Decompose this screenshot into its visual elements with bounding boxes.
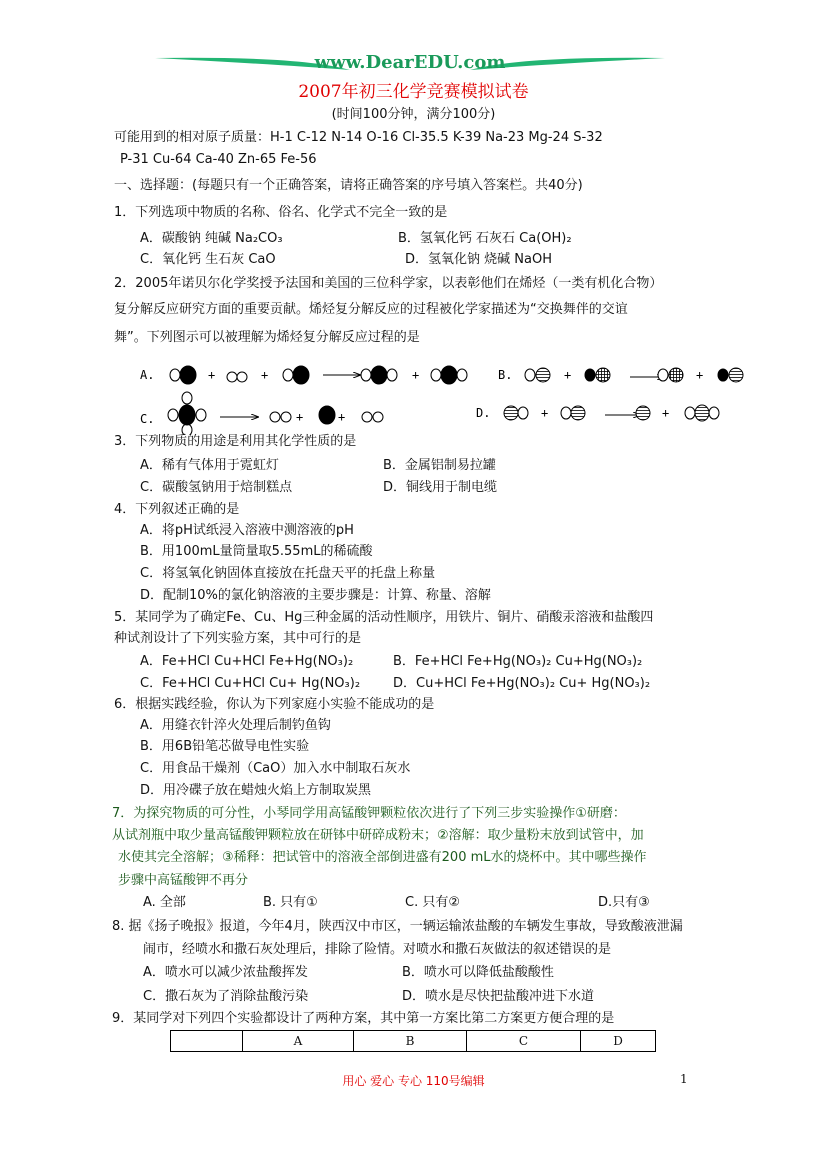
- q5-option-d: D．Cu+HCl Fe+Hg(NO₃)₂ Cu+ Hg(NO₃)₂: [393, 676, 651, 691]
- q3-stem: 3．下列物质的用途是利用其化学性质的是: [114, 434, 357, 449]
- q8-option-a: A．喷水可以减少浓盐酸挥发: [143, 965, 308, 980]
- q8-line2: 闹市，经喷水和撒石灰处理后，排除了险情。对喷水和撒石灰做法的叙述错误的是: [143, 942, 612, 957]
- option-d-molecules: [504, 405, 719, 421]
- q3-option-a: A．稀有气体用于霓虹灯: [140, 458, 279, 473]
- option-b-label: B.: [498, 368, 513, 382]
- q8-option-d: D．喷水是尽快把盐酸冲进下水道: [402, 989, 595, 1004]
- plus-sign: +: [261, 368, 269, 382]
- option-d-label: D.: [476, 406, 491, 420]
- table-header-cell: B: [354, 1031, 467, 1052]
- q7-line3: 水使其完全溶解；③稀释：把试管中的溶液全部倒进盛有200 mL水的烧杯中。其中哪些操作: [118, 850, 647, 865]
- q4-option-c: C．将氢氧化钠固体直接放在托盘天平的托盘上称量: [140, 566, 436, 581]
- q5-option-a: A．Fe+HCl Cu+HCl Fe+Hg(NO₃)₂: [140, 654, 354, 669]
- plus-sign: +: [696, 368, 704, 382]
- section-heading: 一、选择题：(每题只有一个正确答案，请将正确答案的序号填入答案栏。共40分): [114, 178, 583, 193]
- q5-option-c: C．Fe+HCl Cu+HCl Cu+ Hg(NO₃)₂: [140, 676, 361, 691]
- q5-option-b: B．Fe+HCl Fe+Hg(NO₃)₂ Cu+Hg(NO₃)₂: [393, 654, 643, 669]
- q1-option-b: B．氢氧化钙 石灰石 Ca(OH)₂: [398, 231, 572, 246]
- q3-option-c: C．碳酸氢钠用于焙制糕点: [140, 480, 293, 495]
- q4-option-d: D．配制10%的氯化钠溶液的主要步骤是：计算、称量、溶解: [140, 588, 491, 603]
- q1-option-a: A．碳酸钠 纯碱 Na₂CO₃: [140, 231, 283, 246]
- q7-line2: 从试剂瓶中取少量高锰酸钾颗粒放在研钵中研碎成粉末；②溶解：取少量粉末放到试管中，加: [112, 828, 644, 843]
- option-a-label: A.: [140, 368, 155, 382]
- q8-option-b: B．喷水可以降低盐酸酸性: [402, 965, 554, 980]
- option-c-molecules: [168, 392, 383, 435]
- q6-option-d: D．用冷碟子放在蜡烛火焰上方制取炭黑: [140, 783, 372, 798]
- atomic-masses-line2: P-31 Cu-64 Ca-40 Zn-65 Fe-56: [120, 152, 317, 167]
- q7-option-a: A. 全部: [143, 895, 186, 910]
- q1-option-d: D．氢氧化钠 烧碱 NaOH: [405, 252, 552, 267]
- page-number: 1: [680, 1072, 688, 1086]
- page-title: 2007年初三化学竞赛模拟试卷: [298, 82, 529, 102]
- q7-option-b: B. 只有①: [263, 895, 318, 910]
- q2-line2: 复分解反应研究方面的重要贡献。烯烃复分解反应的过程被化学家描述为“交换舞伴的交谊: [114, 302, 628, 317]
- option-c-label: C.: [140, 412, 155, 426]
- q6-stem: 6．根据实践经验，你认为下列家庭小实验不能成功的是: [114, 697, 435, 712]
- table-header-cell: D: [581, 1031, 656, 1052]
- q2-molecule-diagrams: [0, 355, 827, 435]
- plus-sign: +: [412, 368, 420, 382]
- option-b-molecules: [525, 368, 743, 382]
- q3-option-d: D．铜线用于制电缆: [383, 480, 498, 495]
- q3-option-b: B．金属铝制易拉罐: [383, 458, 496, 473]
- option-a-molecules: [170, 366, 467, 384]
- table-header-cell: A: [243, 1031, 354, 1052]
- q8-line1: 8. 据《扬子晚报》报道，今年4月，陕西汉中市区，一辆运输浓盐酸的车辆发生事故，导致酸液泄漏: [112, 919, 683, 934]
- q8-option-c: C．撒石灰为了消除盐酸污染: [143, 989, 309, 1004]
- q5-line2: 种试剂设计了下列实验方案，其中可行的是: [114, 631, 362, 646]
- plus-sign: +: [208, 368, 216, 382]
- q6-option-b: B．用6B铅笔芯做导电性实验: [140, 739, 310, 754]
- logo-text: www.DearEDU.com: [314, 52, 506, 73]
- exam-info: (时间100分钟，满分100分): [331, 107, 496, 122]
- q6-option-a: A．用缝衣针淬火处理后制钓鱼钩: [140, 718, 331, 733]
- site-logo: [150, 52, 670, 76]
- plus-sign: +: [541, 406, 549, 420]
- q7-line4: 步骤中高锰酸钾不再分: [118, 873, 249, 888]
- q5-line1: 5．某同学为了确定Fe、Cu、Hg三种金属的活动性顺序，用铁片、铜片、硝酸汞溶液和盐酸四: [114, 610, 654, 625]
- q4-option-b: B．用100mL量筒量取5.55mL的稀硫酸: [140, 544, 373, 559]
- q9-stem: 9．某同学对下列四个实验都设计了两种方案，其中第一方案比第二方案更方便合理的是: [112, 1011, 615, 1026]
- q9-table: [170, 1030, 656, 1052]
- plus-sign: +: [338, 410, 346, 424]
- plus-sign: +: [296, 410, 304, 424]
- footer-text: 用心 爱心 专心 110号编辑: [342, 1074, 485, 1088]
- plus-sign: +: [564, 368, 572, 382]
- q2-line1: 2．2005年诺贝尔化学奖授予法国和美国的三位科学家，以表彰他们在烯烃（一类有机化合物）: [114, 276, 663, 291]
- q7-line1: 7．为探究物质的可分性，小琴同学用高锰酸钾颗粒依次进行了下列三步实验操作①研磨：: [112, 806, 626, 821]
- table-header-row: [171, 1031, 656, 1052]
- table-header-cell: C: [467, 1031, 581, 1052]
- q1-option-c: C．氧化钙 生石灰 CaO: [140, 252, 276, 267]
- q2-line3: 舞”。下列图示可以被理解为烯烃复分解反应过程的是: [114, 330, 420, 345]
- q6-option-c: C．用食品干燥剂（CaO）加入水中制取石灰水: [140, 761, 411, 776]
- q7-option-d: D.只有③: [598, 895, 650, 910]
- q7-option-c: C. 只有②: [405, 895, 460, 910]
- q1-stem: 1．下列选项中物质的名称、俗名、化学式不完全一致的是: [114, 205, 448, 220]
- atomic-masses-line1: 可能用到的相对原子质量：H-1 C-12 N-14 O-16 Cl-35.5 K-39 Na-23 Mg-24 S-32: [114, 130, 603, 145]
- table-header-cell: [171, 1031, 243, 1052]
- q4-option-a: A．将pH试纸浸入溶液中测溶液的pH: [140, 523, 354, 538]
- plus-sign: +: [662, 406, 670, 420]
- q4-stem: 4．下列叙述正确的是: [114, 502, 240, 517]
